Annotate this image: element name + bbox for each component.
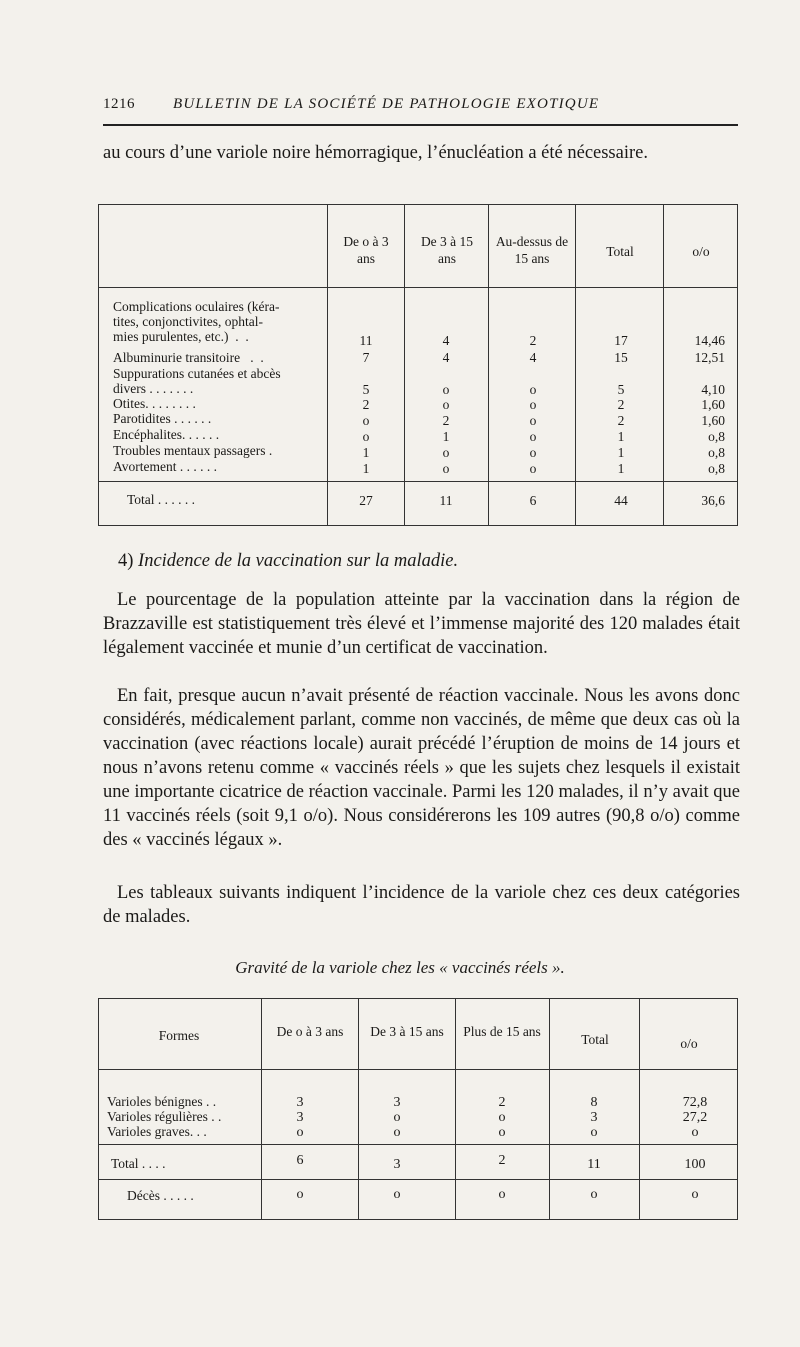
t1-total-cell: 6 <box>529 493 537 508</box>
t1-cell: 2 <box>362 397 370 412</box>
page-number: 1216 <box>103 96 135 112</box>
t2-total-cell: 11 <box>587 1157 601 1172</box>
t1-header-percent: o/o <box>692 244 710 259</box>
t1-header-0-3: De o à 3 ans <box>343 234 389 266</box>
t2-cell: o <box>393 1110 401 1125</box>
t1-row-label: Avortement . . . . . . <box>113 459 217 474</box>
t1-pct: 14,46 <box>694 333 725 348</box>
t2-header-forms: Formes <box>158 1028 200 1043</box>
t1-row-label: Parotidites . . . . . . <box>113 411 212 426</box>
t1-cell: 2 <box>442 413 450 428</box>
t1-cell: 1 <box>617 461 625 476</box>
paragraph: Les tableaux suivants indiquent l’incidence de la variole chez ces deux catégories de malades. <box>103 883 740 927</box>
t1-cell: o <box>529 413 537 428</box>
intro-paragraph: au cours d’une variole noire hémorragique, l’énucléation a été nécessaire. <box>103 143 648 163</box>
section-heading <box>118 551 458 572</box>
t1-cell: 1 <box>617 445 625 460</box>
section-title: Incidence de la vaccination sur la maladie. <box>138 551 459 571</box>
t2-total-pct: 100 <box>684 1157 706 1172</box>
t2-total-cell: 2 <box>498 1153 506 1168</box>
t2-row-label: Varioles régulières . . <box>107 1109 222 1124</box>
t2-cell: 3 <box>296 1110 304 1125</box>
t2-pct: 72,8 <box>682 1095 708 1110</box>
t1-cell: 1 <box>442 429 450 444</box>
t1-pct: 1,60 <box>701 397 725 412</box>
t1-pct: 12,51 <box>694 350 725 365</box>
t2-header-0-3: De o à 3 ans <box>276 1024 344 1039</box>
t2-cell: 3 <box>590 1110 598 1125</box>
t2-deaths-cell: o <box>590 1187 598 1202</box>
t1-cell: 1 <box>362 445 370 460</box>
t1-total-cell: 44 <box>614 493 628 508</box>
t2-header-percent: o/o <box>680 1036 698 1051</box>
t1-cell: o <box>529 382 537 397</box>
t2-cell: 3 <box>393 1095 401 1110</box>
t1-cell: o <box>442 382 450 397</box>
t1-cell: o <box>529 461 537 476</box>
complications-table <box>98 204 738 526</box>
t1-cell: 11 <box>359 333 373 348</box>
section-number: 4) <box>118 551 134 571</box>
severity-table <box>98 998 738 1220</box>
t1-cell: o <box>362 413 370 428</box>
t1-cell: 17 <box>614 333 628 348</box>
t2-cell: o <box>498 1110 506 1125</box>
t2-header-over-15: Plus de 15 ans <box>463 1024 541 1039</box>
t1-pct: o,8 <box>708 445 725 460</box>
header-rule <box>103 124 738 126</box>
t1-total-cell: 11 <box>439 493 453 508</box>
t1-cell: 2 <box>617 397 625 412</box>
t1-cell: o <box>442 397 450 412</box>
t1-cell: 5 <box>617 382 625 397</box>
t2-pct: 27,2 <box>682 1110 708 1125</box>
t1-row-label: Complications oculaires (kéra- tites, conjonctivites, ophtal- mies purulentes, etc.) . . <box>113 299 280 344</box>
t1-cell: o <box>442 445 450 460</box>
t2-cell: 3 <box>296 1095 304 1110</box>
t1-cell: o <box>442 461 450 476</box>
t2-row-label: Varioles bénignes . . <box>107 1094 217 1109</box>
t2-cell: 2 <box>498 1095 506 1110</box>
t1-pct: o,8 <box>708 461 725 476</box>
t2-cell: o <box>393 1125 401 1140</box>
t2-deaths-cell: o <box>498 1187 506 1202</box>
t2-cell: 8 <box>590 1095 598 1110</box>
t1-row-label: Encéphalites. . . . . . <box>113 427 220 442</box>
running-header <box>103 96 743 120</box>
t2-cell: o <box>498 1125 506 1140</box>
journal-title: BULLETIN DE LA SOCIÉTÉ DE PATHOLOGIE EXOTIQUE <box>173 96 600 112</box>
paragraph: Le pourcentage de la population atteinte par la vaccination dans la région de Brazzaville est statistiquement très élevé et l’immense majorité des 120 malades était légalement vaccinée et munie d’un certificat de vaccination. <box>103 590 740 658</box>
t1-cell: 4 <box>442 333 450 348</box>
paragraph: En fait, presque aucun n’avait présenté de réaction vaccinale. Nous les avons donc considérés, médicalement parlant, comme non vaccinés, de même que deux cas où la vaccination (avec réactions locale) aurait précédé l’éruption de moins de 14 jours et nous n’avons retenu comme « vaccinés réels » que les sujets chez lesquels il existait une importante cicatrice de réaction vaccinale. Parmi les 120 malades, il n’y avait que 11 vaccinés réels (soit 9,1 o/o). Nous considérerons les 109 autres (90,8 o/o) comme des « vaccinés légaux ». <box>103 686 740 850</box>
t1-cell: 15 <box>614 350 628 365</box>
t1-header-total: Total <box>606 244 634 259</box>
t1-total-pct: 36,6 <box>701 493 725 508</box>
t2-deaths-cell: o <box>393 1187 401 1202</box>
t1-cell: 5 <box>362 382 370 397</box>
t2-header-3-15: De 3 à 15 ans <box>370 1024 444 1039</box>
t1-pct: o,8 <box>708 429 725 444</box>
t2-row-label: Varioles graves. . . <box>107 1124 207 1139</box>
t2-cell: o <box>590 1125 598 1140</box>
t1-cell: 2 <box>529 333 537 348</box>
t2-cell: o <box>296 1125 304 1140</box>
t1-header-over-15: Au-dessus de 15 ans <box>495 234 569 266</box>
t2-deaths-label: Décès . . . . . <box>127 1188 194 1203</box>
t1-row-label: Troubles mentaux passagers . <box>113 443 273 458</box>
t2-total-cell: 6 <box>296 1153 304 1168</box>
t1-cell: 4 <box>529 350 537 365</box>
t1-pct: 1,60 <box>701 413 725 428</box>
t1-cell: 4 <box>442 350 450 365</box>
table-caption: Gravité de la variole chez les « vaccinés réels ». <box>235 958 565 977</box>
t2-total-cell: 3 <box>393 1157 401 1172</box>
t1-cell: o <box>529 429 537 444</box>
t1-row-label: Otites. . . . . . . . <box>113 396 196 411</box>
t1-cell: o <box>362 429 370 444</box>
t1-row-label: Suppurations cutanées et abcès divers . . . . . . . <box>113 366 281 396</box>
t2-pct: o <box>691 1125 699 1140</box>
t1-total-label: Total . . . . . . <box>127 492 196 507</box>
t1-pct: 4,10 <box>701 382 725 397</box>
t1-cell: 2 <box>617 413 625 428</box>
t1-header-3-15: De 3 à 15 ans <box>420 234 474 266</box>
t1-cell: 7 <box>362 350 370 365</box>
t1-cell: o <box>529 445 537 460</box>
t1-cell: 1 <box>617 429 625 444</box>
t2-total-label: Total . . . . <box>111 1156 166 1171</box>
t1-total-cell: 27 <box>359 493 373 508</box>
t2-deaths-pct: o <box>691 1187 699 1202</box>
t1-row-label: Albuminurie transitoire . . <box>113 350 264 365</box>
t1-cell: o <box>529 397 537 412</box>
t2-deaths-cell: o <box>296 1187 304 1202</box>
t1-cell: 1 <box>362 461 370 476</box>
t2-header-total: Total <box>581 1032 609 1047</box>
